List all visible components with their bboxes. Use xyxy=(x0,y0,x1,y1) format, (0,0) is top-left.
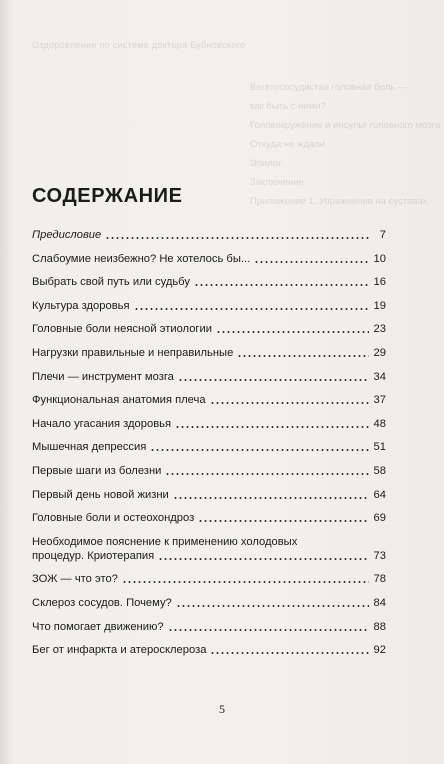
dot-leader xyxy=(122,581,369,583)
dot-leader xyxy=(178,379,369,381)
toc-entry xyxy=(32,417,386,431)
dot-leader xyxy=(237,355,369,357)
dot-leader xyxy=(158,558,369,560)
toc-entry xyxy=(32,488,386,502)
toc-entry xyxy=(32,370,386,384)
dot-leader xyxy=(198,520,369,522)
toc-entry xyxy=(32,572,386,586)
toc-page-number: 23 xyxy=(373,323,386,336)
toc-page-number: 78 xyxy=(373,573,386,586)
toc-entry-title: Культура здоровья xyxy=(32,299,130,312)
dot-leader xyxy=(173,497,369,499)
dot-leader xyxy=(150,449,369,451)
toc-page-number: 19 xyxy=(373,299,386,312)
toc-entry xyxy=(32,322,386,336)
toc-entry xyxy=(32,252,386,266)
toc-page-number: 37 xyxy=(373,394,386,407)
bleed-through-lines xyxy=(250,82,441,215)
toc-entry-title: Выбрать свой путь или судьбу xyxy=(32,276,190,289)
toc-entry-title: Первые шаги из болезни xyxy=(32,464,162,477)
toc-entry xyxy=(32,228,386,242)
toc-entry xyxy=(32,346,386,360)
bleed-through-line: Откуда не ждали xyxy=(250,139,326,150)
toc-entry-title: Бег от инфаркта и атеросклероза xyxy=(32,644,207,657)
bleed-through-line: Головокружение и инсульт головного мозга xyxy=(250,120,441,131)
toc-entry xyxy=(32,440,386,454)
toc-page-number: 16 xyxy=(373,276,386,289)
dot-leader xyxy=(216,331,369,333)
toc-page-number: 29 xyxy=(373,346,386,359)
dot-leader xyxy=(168,629,369,631)
bleed-through-header: Оздоровление по системе доктора Бубновского xyxy=(32,40,246,50)
toc-page-number: 69 xyxy=(373,512,386,525)
toc-entry xyxy=(32,511,386,525)
bleed-through-line: Вегетососудистая головная боль — xyxy=(250,82,408,93)
bleed-through-line: Заключение xyxy=(250,177,304,188)
toc-page-number: 51 xyxy=(373,441,386,454)
toc-entry-title: Первый день новой жизни xyxy=(32,488,169,501)
dot-leader xyxy=(175,426,369,428)
toc-page-number: 48 xyxy=(373,417,386,430)
toc-entry-title: Головные боли и остеохондроз xyxy=(32,512,195,525)
dot-leader xyxy=(210,402,369,404)
toc-entry-title: Предисловие xyxy=(32,229,102,241)
dot-leader xyxy=(134,308,369,310)
toc-page-number: 92 xyxy=(373,644,386,657)
toc-page-number: 88 xyxy=(373,620,386,633)
bleed-through-line: Приложение 1. Упражнения на суставах xyxy=(250,196,428,207)
toc-entry xyxy=(32,299,386,313)
toc-page-number: 34 xyxy=(373,370,386,383)
dot-leader xyxy=(194,284,369,286)
toc-entry-title: Мышечная депрессия xyxy=(32,441,147,454)
toc-entry-title-continued: процедур. Криотерапия xyxy=(32,549,155,562)
toc-entry-title: Функциональная анатомия плеча xyxy=(32,394,206,407)
contents-heading: СОДЕРЖАНИЕ xyxy=(32,185,183,207)
toc-entry-title: Начало угасания здоровья xyxy=(32,417,172,430)
toc-entry-title: Необходимое пояснение к применению холодовых xyxy=(32,535,298,548)
toc-entry xyxy=(32,596,386,610)
dot-leader xyxy=(254,261,369,263)
toc-entry-title: Склероз сосудов. Почему? xyxy=(32,596,172,609)
toc-entry xyxy=(32,643,386,657)
toc-entry-title: Плечи — инструмент мозга xyxy=(32,370,174,383)
toc-page-number: 64 xyxy=(373,488,386,501)
toc-entry-title: Головные боли неясной этиологии xyxy=(32,323,212,336)
toc-page-number: 73 xyxy=(373,549,386,562)
toc-entry xyxy=(32,620,386,634)
toc-page-number: 10 xyxy=(373,252,386,265)
dot-leader xyxy=(105,237,369,239)
toc-entry xyxy=(32,464,386,478)
toc-page-number: 84 xyxy=(373,596,386,609)
bleed-through-line: как быть с ними? xyxy=(250,101,326,112)
table-of-contents xyxy=(32,228,386,667)
toc-page-number: 58 xyxy=(373,464,386,477)
toc-entry-title: Нагрузки правильные и неправильные xyxy=(32,346,234,359)
toc-entry-title: Что помогает движению? xyxy=(32,620,164,633)
toc-entry xyxy=(32,393,386,407)
dot-leader xyxy=(210,652,369,654)
toc-entry-title: ЗОЖ — что это? xyxy=(32,573,118,586)
toc-entry-title: Слабоумие неизбежно? Не хотелось бы... xyxy=(32,252,251,265)
page-number: 5 xyxy=(219,702,225,716)
toc-page-number: 7 xyxy=(379,229,386,241)
dot-leader xyxy=(165,473,369,475)
toc-entry xyxy=(32,535,386,563)
bleed-through-line: Эпилог xyxy=(250,158,282,169)
dot-leader xyxy=(176,605,369,607)
toc-entry xyxy=(32,275,386,289)
